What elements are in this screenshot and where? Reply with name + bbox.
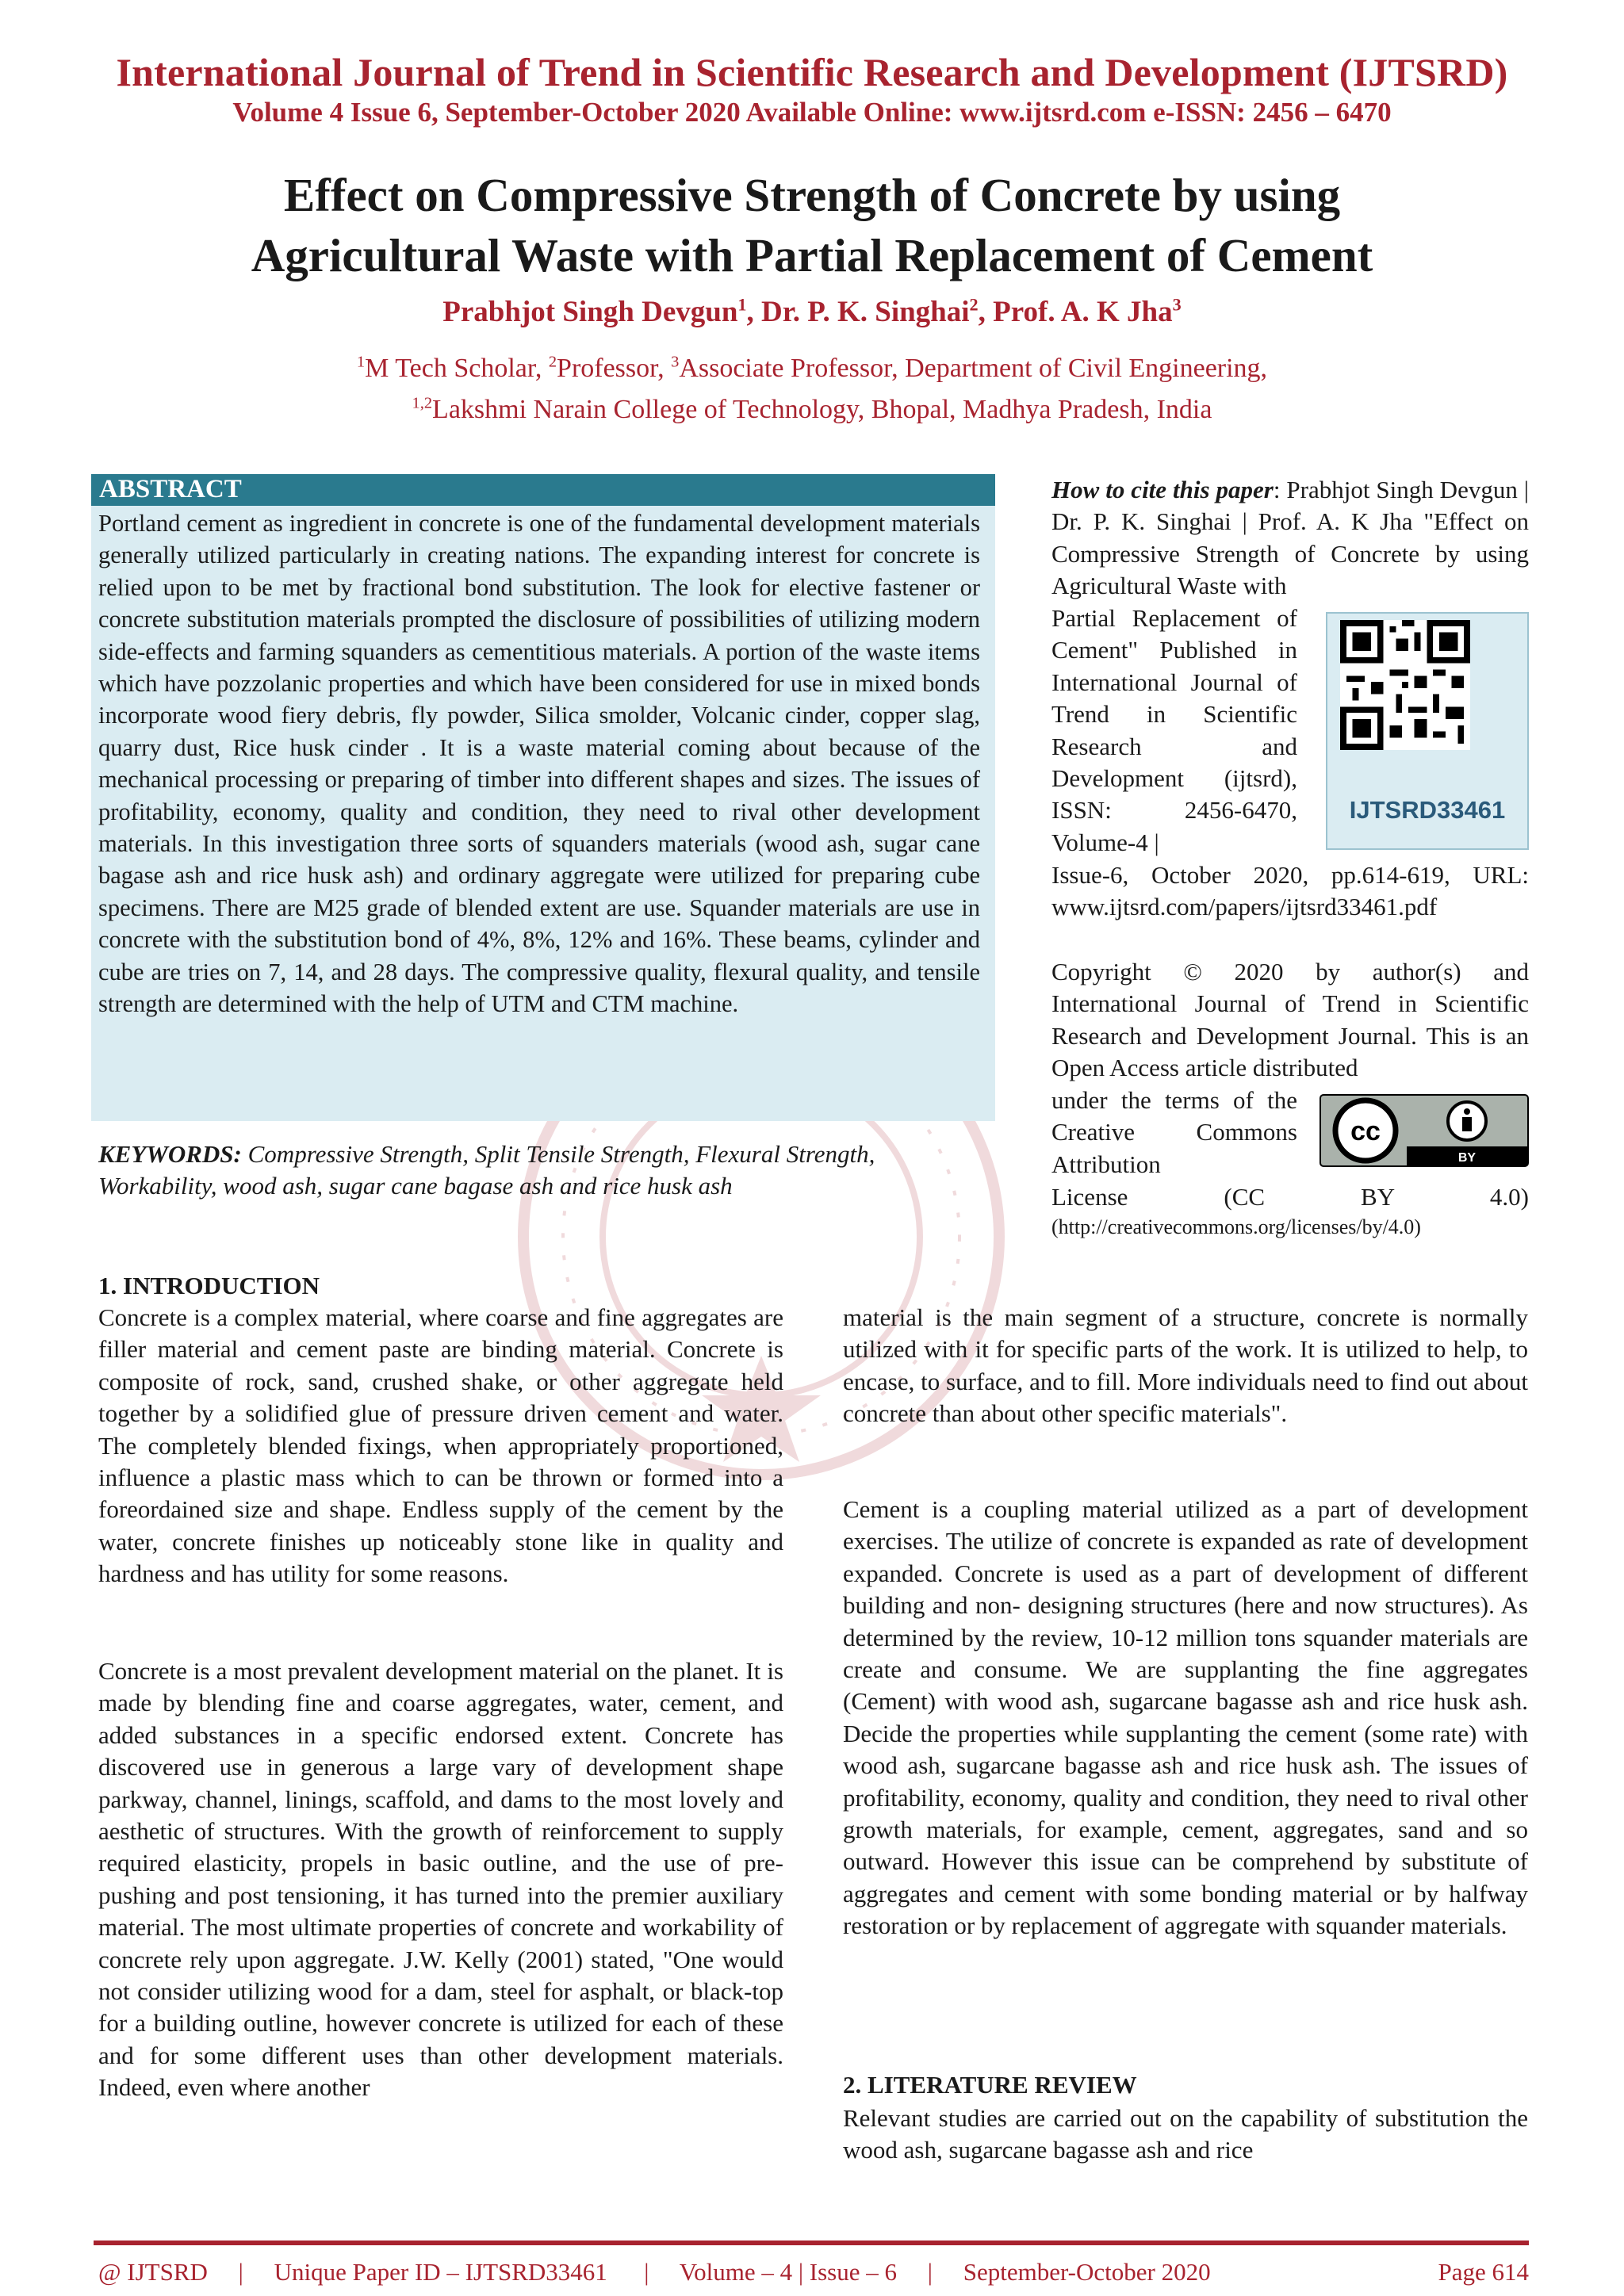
footer-rule [94, 2241, 1529, 2245]
citation-top [1051, 474, 1529, 603]
author-1: Prabhjot Singh Devgun [442, 296, 738, 328]
citation-label: How to cite this paper [1051, 476, 1274, 503]
intro-paragraph-3: material is the main segment of a structure, concrete is normally utilized with it for specific parts of the work. It is utilized to help, to encase, to surface, and to fill. More individuals need to find out about concrete than about other specific materials". [843, 1303, 1528, 1428]
affil-institution: Lakshmi Narain College of Technology, Bhopal, Madhya Pradesh, India [432, 395, 1212, 424]
copyright-text-left: under the terms of the Creative Commons Attribution [1051, 1086, 1297, 1178]
affil-role-2: Professor, [557, 354, 672, 383]
abstract-text: Portland cement as ingredient in concrete is one of the fundamental development materials generally utilized particularly in creating nations. The expanding interest for concrete is relied upon to be met by fractional bond substitution. The look for elective fastener or concrete substitution materials prompted the disclosure of possibilities of utilizing modern side-effects and farming squanders as cementitious materials. A portion of the waste items which have pozzolanic properties and which have been considered for use in mixed bonds incorporate wood fiery debris, fly powder, Silica smolder, Volcanic cinder, copper slag, quarry dust, Rice husk cinder . It is a waste material coming about because of the mechanical processing or preparing of timber into different shapes and sizes. The issues of profitability, economy, quality and condition, they need to rival other development materials. In this investigation three sorts of squanders materials (wood ash, sugar cane bagase ash and rice husk ash) and ordinary aggregate were utilized for preparing cube specimens. There are M25 grade of blended extent are use. Squander materials are use in concrete with the substitution bond of 4%, 8%, 12% and 16%. These beams, cylinder and cube are tries on 7, 14, and 28 days. The compressive quality, flexural quality, and tensile strength are determined with the help of UTM and CTM machine. [98, 510, 980, 1018]
section-heading-introduction: 1. INTRODUCTION [98, 1272, 320, 1299]
svg-text:cc: cc [1350, 1116, 1381, 1146]
paper-title-line-1: Effect on Compressive Strength of Concrete by using [283, 169, 1341, 221]
copyright-text: Copyright © 2020 by author(s) and International Journal of Trend in Scientific Research and Development Journal. This is an Open Access article distributed [1051, 958, 1529, 1082]
intro-paragraph-4: Cement is a coupling material utilized as a part of development exercises. The utilize of concrete is expanded as rate of development expanded. Concrete is used as a part of development of different building and non- designing structures (here and now structures). As determined by the review, 10-12 million tons squander materials are create and consume. We are supplanting the fine aggregates (Cement) with wood ash, sugarcane bagasse ash and rice husk ash. Decide the properties while supplanting the cement (some rate) with wood ash, sugarcane bagasse ash and rice husk ash. The issues of profitability, economy, quality and condition, they need to rival other growth materials, for example, cement, aggregates, sand and so outward. However this issue can be comprehend by substitute of aggregates and cement with some bonding material or by halfway restoration or by replacement of aggregate with squander materials. [843, 1495, 1528, 1940]
intro-paragraph-1: Concrete is a complex material, where coarse and fine aggregates are filler material and cement paste are binding material. Concrete is composite of rock, sand, crushed shake, or other aggregate held together by a solidified glue of pressure driven cement and water. The completely blended fixings, when appropriately proportioned, influence a plastic mass which to can be thrown or formed into a foreordained size and shape. Endless supply of the cement by the water, concrete finishes up noticeably stone like in quality and hardness and has utility for some reasons. [98, 1303, 783, 1588]
keywords-label: KEYWORDS: [98, 1140, 242, 1168]
keywords-text: Compressive Strength, Split Tensile Strength, Flexural Strength, Workability, wood ash, sugar cane bagase ash and rice husk ash [98, 1140, 875, 1200]
footer-info: @ IJTSRD | Unique Paper ID – IJTSRD33461 | Volume – 4 | Issue – 6 | September-October 2020 [98, 2258, 1211, 2286]
affiliation-line-2: $^{1,2}$Lakshmi Narain College of Technology, Bhopal, Madhya Pradesh, India [412, 394, 1212, 424]
paper-title [119, 165, 1505, 285]
paper-title-line-2: Agricultural Waste with Partial Replacement of Cement [251, 229, 1373, 281]
page-number: Page 614 [1438, 2258, 1529, 2286]
citation-text-left: Partial Replacement of Cement" Published in International Journal of Trend in Scientific Research and Development (ijtsrd), ISSN: 2456-6470, Volume-4 | [1051, 604, 1297, 856]
keywords [98, 1138, 994, 1202]
section-heading-literature-review: 2. LITERATURE REVIEW [843, 2071, 1137, 2099]
author-3: Prof. A. K Jha [993, 296, 1173, 328]
literature-paragraph-1: Relevant studies are carried out on the capability of substitution the wood ash, sugarcane bagasse ash and rice [843, 2104, 1528, 2164]
abstract-heading-bar [91, 474, 995, 506]
intro-paragraph-2: Concrete is a most prevalent development material on the planet. It is made by blending fine and coarse aggregates, water, cement, and added substances in a specific endorsed extent. Concrete has discovered use in generous a large vary of development shape parkway, channel, linings, scaffold, and dams to the most lovely and aesthetic of structures. With the growth of reinforcement to supply required elasticity, propels in basic outline, and the use of pre-pushing and post tensioning, it has turned into the premier auxiliary material. The most ultimate properties of concrete and workability of concrete rely upon aggregate. J.W. Kelly (2001) stated, "One would not consider utilizing wood for a dam, steel for asphalt, or black-top for a building outline, however concrete is utilized for each of these and for some different uses than other development materials. Indeed, even where another [98, 1657, 783, 2102]
journal-title: International Journal of Trend in Scientific Research and Development (IJTSRD) [116, 50, 1508, 94]
journal-issue-line: Volume 4 Issue 6, September-October 2020 Available Online: www.ijtsrd.com e-ISSN: 2456 – 6470 [232, 97, 1392, 128]
license-url[interactable]: (http://creativecommons.org/licenses/by/4.0) [1051, 1215, 1421, 1238]
author-2: Dr. P. K. Singhai [761, 296, 970, 328]
qr-code-icon [1340, 620, 1470, 750]
abstract-heading: ABSTRACT [99, 475, 242, 503]
cc-by-license-icon[interactable] [1320, 1094, 1529, 1167]
author-list: Prabhjot Singh Devgun$^1$, Dr. P. K. Singhai$^2$, Prof. A. K Jha$^3$ [442, 294, 1182, 328]
cc-by-text: BY [1457, 1151, 1477, 1165]
affil-role-1: M Tech Scholar, [365, 354, 549, 383]
license-label: License (CC BY 4.0) [1051, 1183, 1529, 1211]
citation-text-bottom: Issue-6, October 2020, pp.614-619, URL: www.ijtsrd.com/papers/ijtsrd33461.pdf [1051, 861, 1529, 921]
paper-id-label: IJTSRD33461 [1349, 796, 1506, 824]
affiliation-line-1: $^1$M Tech Scholar, $^2$Professor, $^3$Associate Professor, Department of Civil Engineering, [356, 353, 1268, 383]
citation-text-top: : Prabhjot Singh Devgun | Dr. P. K. Singhai | Prof. A. K Jha "Effect on Compressive Strength of Concrete by using Agricultural Waste with [1051, 476, 1529, 600]
affil-role-3: Associate Professor, Department of Civil Engineering, [679, 354, 1268, 383]
